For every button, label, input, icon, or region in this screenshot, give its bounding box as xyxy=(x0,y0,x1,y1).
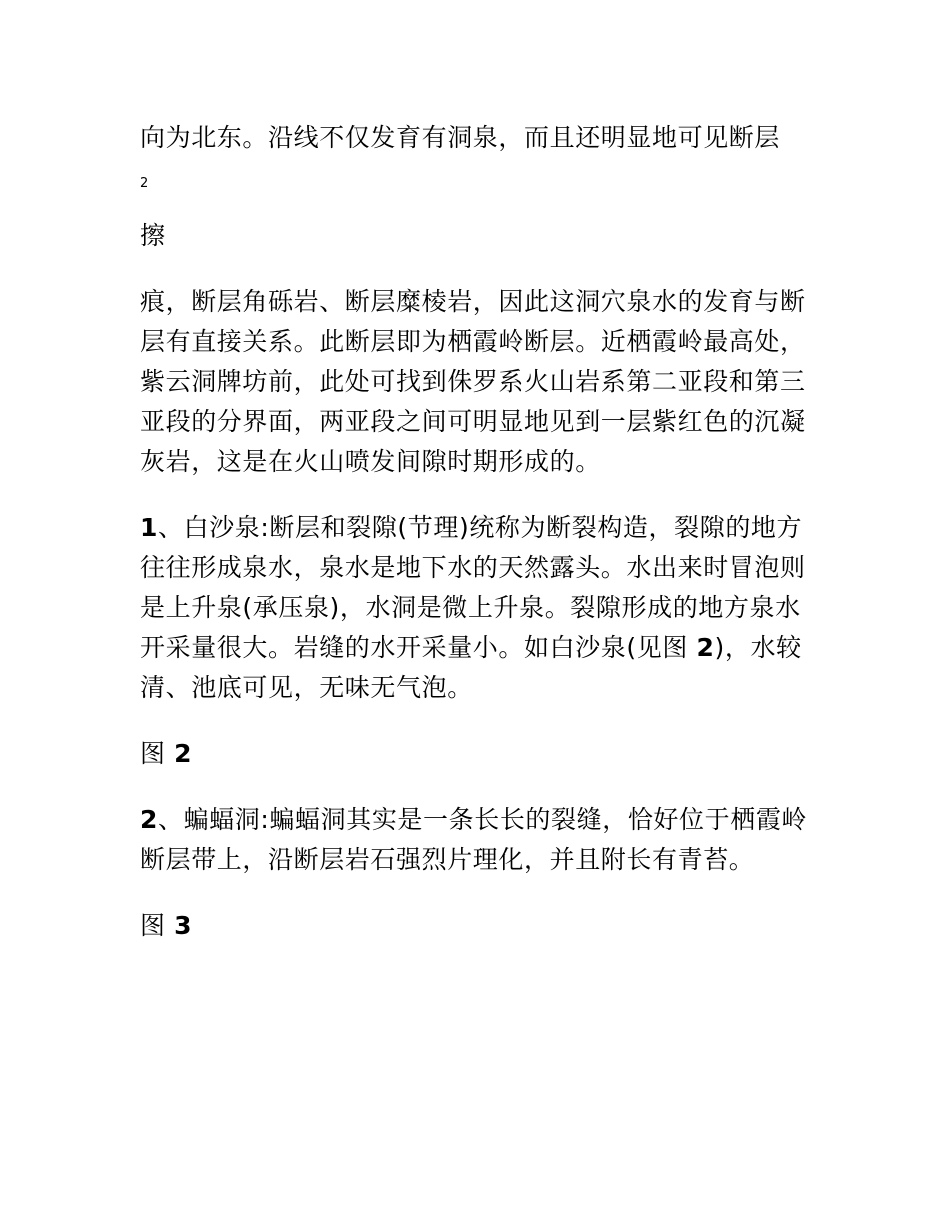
document-body xyxy=(140,118,820,946)
paragraph-scratch: 擦 xyxy=(140,221,166,250)
item-text: 、白沙泉:断层和裂隙(节理)统称为断裂构造，裂隙的地方往往形成泉水，泉水是地下水的天然露头。水出来时冒泡则是上升泉(承压泉)，水洞是微上升泉。裂隙形成的地方泉水开采量很大。岩缝的水开采量小。如白沙泉(见图 xyxy=(140,513,806,662)
footnote-marker: 2 xyxy=(140,176,149,191)
figure-number: 3 xyxy=(174,911,193,940)
figure-reference: 2 xyxy=(696,633,715,662)
item-text-end: )，水较清、池底可见，无味无气泡。 xyxy=(140,633,802,702)
paragraph-fault-direction: 向为北东。沿线不仅发育有洞泉，而且还明显地可见断层 xyxy=(140,123,781,152)
figure-label: 图 xyxy=(140,911,175,940)
figure-caption-3 xyxy=(140,906,820,946)
figure-caption-2 xyxy=(140,734,820,774)
list-item-baisha-spring xyxy=(140,508,820,708)
item-number: 1 xyxy=(140,513,158,542)
item-number: 2 xyxy=(140,805,158,834)
list-item-bat-cave xyxy=(140,800,820,880)
figure-label: 图 xyxy=(140,739,175,768)
figure-number: 2 xyxy=(174,739,193,768)
item-text: 、蝙蝠洞:蝙蝠洞其实是一条长长的裂缝，恰好位于栖霞岭断层带上，沿断层岩石强烈片理化，并且附长有青苔。 xyxy=(140,805,808,874)
paragraph-fault-description: 痕，断层角砾岩、断层糜棱岩，因此这洞穴泉水的发育与断层有直接关系。此断层即为栖霞岭断层。近栖霞岭最高处，紫云洞牌坊前，此处可找到侏罗系火山岩系第二亚段和第三亚段的分界面，两亚段之间可明显地见到一层紫红色的沉凝灰岩，这是在火山喷发间隙时期形成的。 xyxy=(140,287,806,476)
